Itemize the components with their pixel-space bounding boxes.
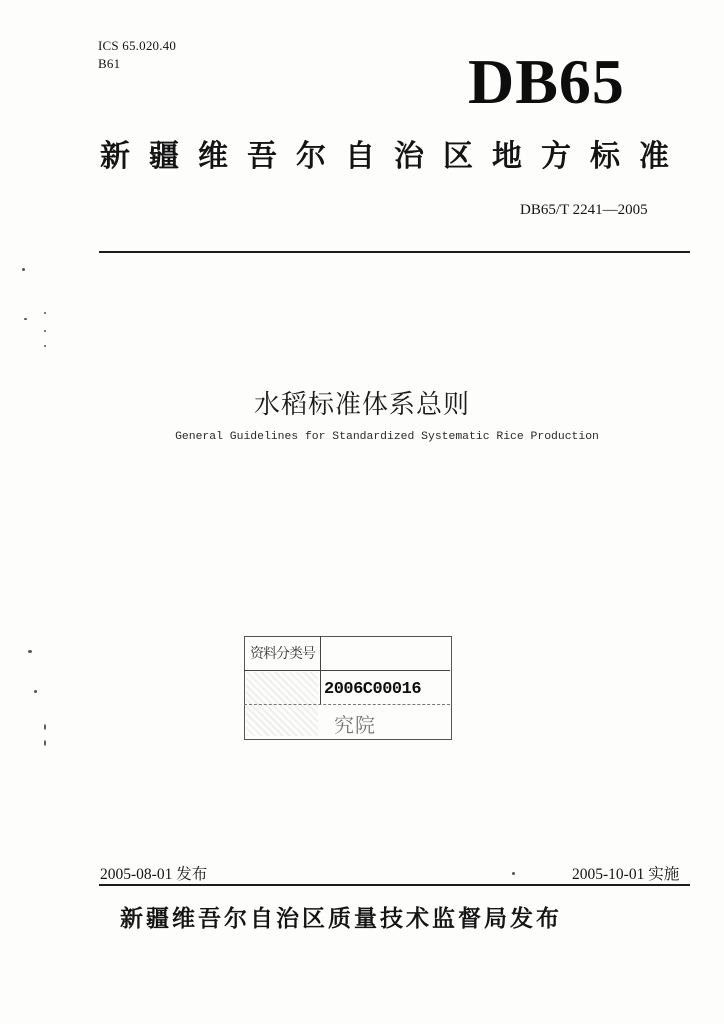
scan-speck — [44, 740, 46, 746]
title-chinese: 水稻标准体系总则 — [253, 390, 470, 420]
scan-speck — [34, 690, 37, 693]
scan-speck — [512, 872, 515, 875]
scan-speck — [28, 650, 32, 653]
db-logo: DB65 — [468, 46, 625, 117]
scan-speck — [44, 330, 46, 332]
standard-type-heading: 新疆维吾尔自治区地方标准 — [100, 139, 688, 174]
classification-code: B61 — [98, 56, 121, 71]
stamp-column-divider — [320, 636, 321, 704]
ics-code: ICS 65.020.40 — [98, 38, 177, 53]
scan-speck — [44, 724, 46, 730]
title-english: General Guidelines for Standardized Systematic Rice Production — [175, 431, 599, 443]
stamp-label-classification: 资料分类号 — [250, 646, 315, 662]
scan-speck — [44, 312, 46, 314]
publisher-line: 新疆维吾尔自治区质量技术监督局发布 — [120, 906, 562, 932]
stamp-archive-number: 2006C00016 — [324, 680, 422, 699]
top-divider — [99, 251, 690, 253]
scan-speck — [22, 268, 25, 271]
scan-speck — [24, 318, 27, 320]
archive-stamp — [244, 636, 452, 740]
implement-date: 2005-10-01 实施 — [572, 866, 680, 883]
standard-number: DB65/T 2241—2005 — [520, 202, 648, 218]
bottom-divider — [99, 884, 690, 886]
scan-speck — [44, 345, 46, 347]
publish-date: 2005-08-01 发布 — [100, 866, 208, 883]
stamp-label-institute: 究院 — [334, 713, 376, 737]
